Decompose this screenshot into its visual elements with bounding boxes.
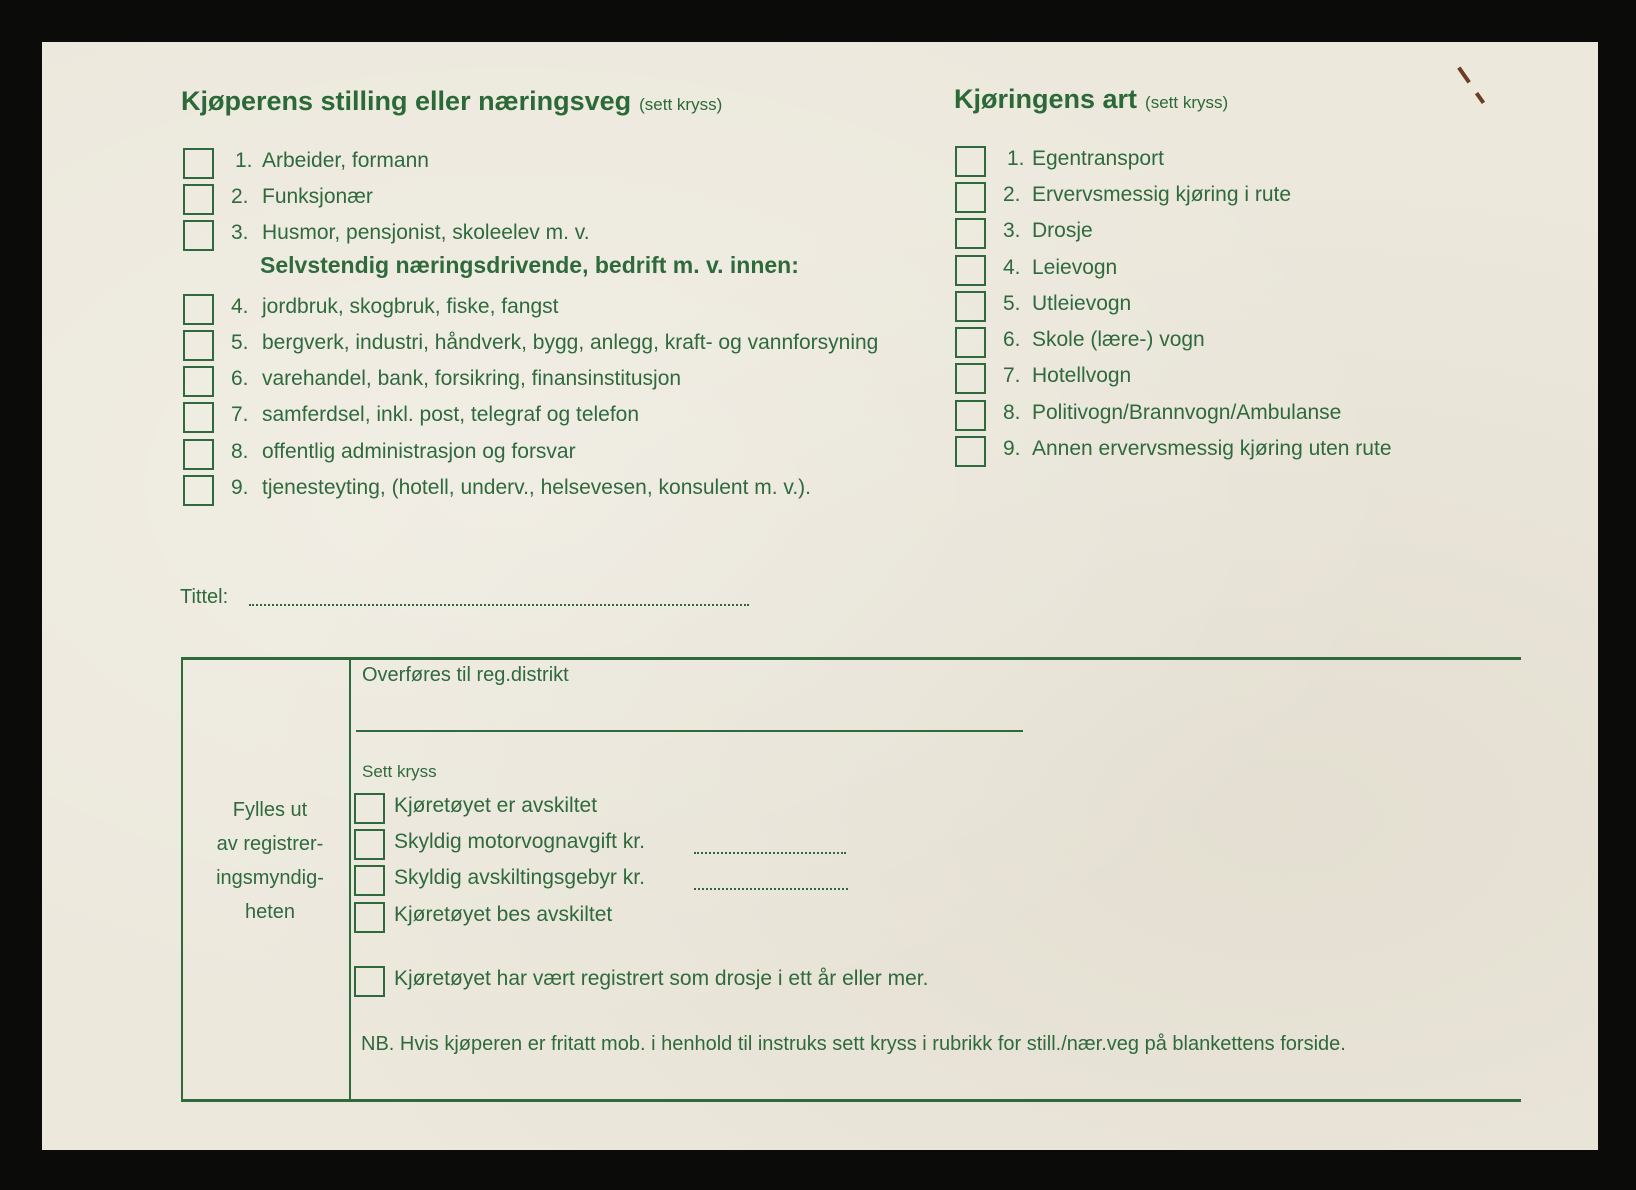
checkbox[interactable] — [183, 402, 214, 433]
item-label: Ervervsmessig kjøring i rute — [1032, 183, 1292, 206]
transfer-district-line[interactable] — [356, 730, 1023, 732]
item-label: Arbeider, formann — [262, 149, 429, 172]
item-label: tjenesteyting, (hotell, underv., helsevesen, konsulent m. v.). — [262, 476, 812, 499]
item-label: Utleievogn — [1032, 292, 1132, 315]
checkbox[interactable] — [955, 363, 986, 394]
checkbox[interactable] — [183, 475, 214, 506]
title-field-label: Tittel: — [180, 586, 229, 608]
side-line: ingsmyndig- — [216, 867, 324, 889]
checkbox[interactable] — [955, 436, 986, 467]
item-label: varehandel, bank, forsikring, finansinstitusjon — [262, 367, 682, 390]
checkbox[interactable] — [183, 148, 214, 179]
item-label: samferdsel, inkl. post, telegraf og telefon — [262, 403, 640, 426]
item-number: 1. — [1007, 147, 1025, 170]
item-label: Leievogn — [1032, 256, 1118, 279]
checkbox[interactable] — [183, 294, 214, 325]
item-number: 4. — [1003, 256, 1021, 279]
checkbox[interactable] — [955, 400, 986, 431]
item-number: 8. — [231, 440, 249, 463]
item-number: 2. — [1003, 183, 1021, 206]
heading-note: (sett kryss) — [1145, 93, 1229, 112]
checkbox[interactable] — [955, 291, 986, 322]
item-number: 7. — [231, 403, 249, 426]
item-number: 5. — [231, 331, 249, 354]
check-instruction: Sett kryss — [362, 762, 437, 781]
heading-text: Kjøringens art — [954, 84, 1138, 114]
item-label: Kjøretøyet har vært registrert som drosje i ett år eller mer. — [394, 967, 929, 990]
item-label: Funksjonær — [262, 185, 373, 208]
item-label: bergverk, industri, håndverk, bygg, anlegg, kraft- og vannforsyning — [262, 331, 879, 354]
item-number: 6. — [231, 367, 249, 390]
heading-text: Kjøperens stilling eller næringsveg — [181, 86, 632, 116]
item-label: jordbruk, skogbruk, fiske, fangst — [262, 295, 559, 318]
item-label: Skyldig avskiltingsgebyr kr. — [394, 866, 645, 889]
item-number: 7. — [1003, 364, 1021, 387]
nb-note: NB. Hvis kjøperen er fritatt mob. i henhold til instruks sett kryss i rubrikk for still./nær.veg på blankettens forside. — [361, 1033, 1346, 1055]
heading-note: (sett kryss) — [639, 95, 723, 114]
checkbox[interactable] — [354, 902, 385, 933]
item-label: Skyldig motorvognavgift kr. — [394, 830, 645, 853]
item-number: 4. — [231, 295, 249, 318]
side-line: heten — [244, 901, 296, 923]
checkbox[interactable] — [354, 793, 385, 824]
checkbox[interactable] — [955, 255, 986, 286]
side-line: av registrer- — [216, 833, 324, 855]
item-number: 6. — [1003, 328, 1021, 351]
side-line: Fylles ut — [232, 799, 308, 821]
item-label: Politivogn/Brannvogn/Ambulanse — [1032, 401, 1342, 424]
item-label: Kjøretøyet er avskiltet — [394, 794, 598, 817]
checkbox[interactable] — [183, 439, 214, 470]
driving-type-heading — [954, 84, 1228, 115]
item-label: Drosje — [1032, 219, 1093, 242]
title-field-line[interactable] — [249, 604, 749, 606]
checkbox[interactable] — [183, 184, 214, 215]
item-number: 9. — [231, 476, 249, 499]
box-left-rule — [181, 657, 183, 1102]
item-label: offentlig administrasjon og forsvar — [262, 440, 576, 463]
checkbox[interactable] — [955, 146, 986, 177]
item-number: 9. — [1003, 437, 1021, 460]
item-number: 2. — [231, 185, 249, 208]
buyer-occupation-heading — [181, 86, 722, 117]
checkbox[interactable] — [183, 220, 214, 251]
box-top-rule — [181, 657, 1521, 660]
checkbox[interactable] — [955, 218, 986, 249]
item-number: 5. — [1003, 292, 1021, 315]
item-label: Annen ervervsmessig kjøring uten rute — [1032, 437, 1392, 460]
checkbox[interactable] — [354, 966, 385, 997]
checkbox[interactable] — [354, 829, 385, 860]
item-label: Husmor, pensjonist, skoleelev m. v. — [262, 221, 590, 244]
registration-authority-note — [185, 793, 355, 929]
item-label: Egentransport — [1032, 147, 1164, 170]
checkbox[interactable] — [183, 366, 214, 397]
item-number: 3. — [231, 221, 249, 244]
motor-fee-amount-line[interactable] — [694, 852, 846, 854]
transfer-district-label: Overføres til reg.distrikt — [362, 664, 569, 686]
item-number: 3. — [1003, 219, 1021, 242]
box-bottom-rule — [181, 1099, 1521, 1102]
checkbox[interactable] — [955, 327, 986, 358]
checkbox[interactable] — [354, 865, 385, 896]
item-number: 8. — [1003, 401, 1021, 424]
self-employed-subheading: Selvstendig næringsdrivende, bedrift m. v. innen: — [260, 252, 799, 278]
item-label: Skole (lære-) vogn — [1032, 328, 1205, 351]
item-number: 1. — [235, 149, 253, 172]
plate-fee-amount-line[interactable] — [694, 888, 848, 890]
checkbox[interactable] — [183, 330, 214, 361]
item-label: Kjøretøyet bes avskiltet — [394, 903, 613, 926]
item-label: Hotellvogn — [1032, 364, 1132, 387]
checkbox[interactable] — [955, 182, 986, 213]
